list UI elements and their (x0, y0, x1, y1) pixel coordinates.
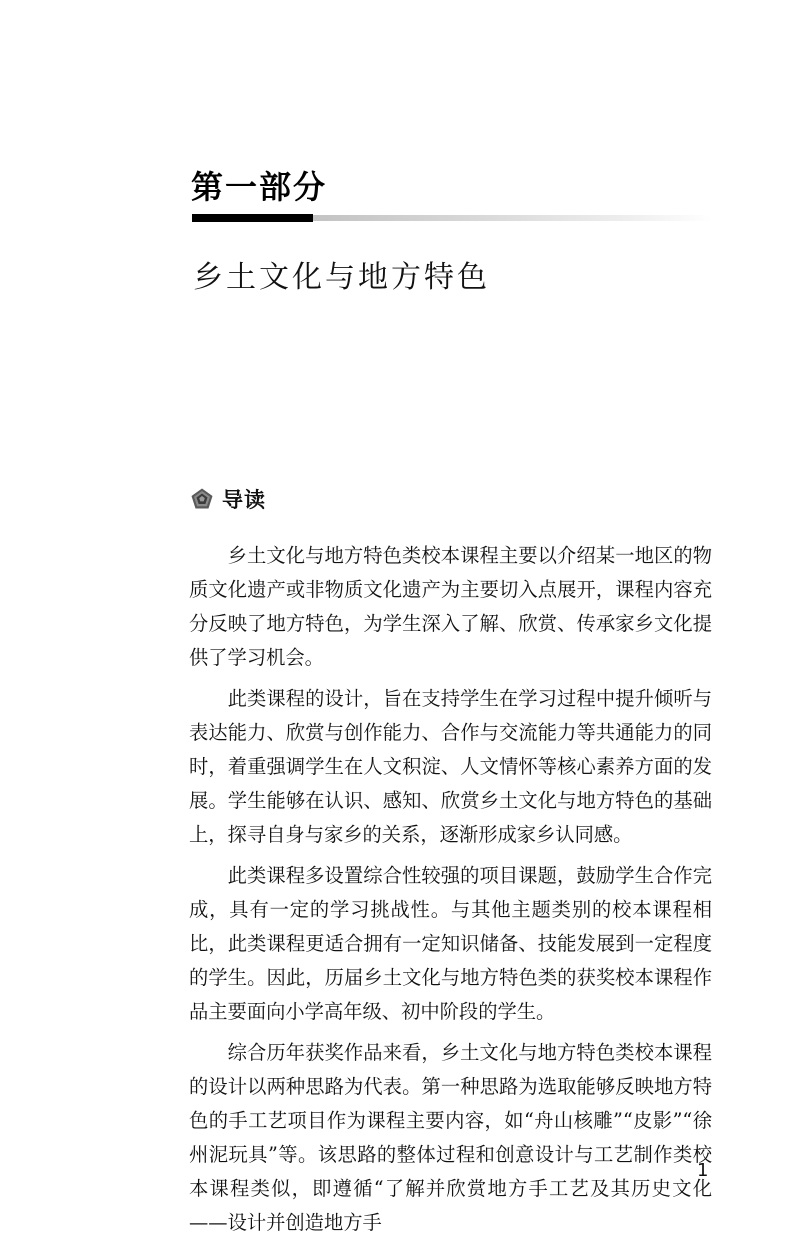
section-title: 乡土文化与地方特色 (193, 260, 490, 295)
title-rule (192, 214, 712, 222)
intro-heading (190, 482, 266, 516)
paragraph: 此类课程的设计，旨在支持学生在学习过程中提升倾听与表达能力、欣赏与创作能力、合作与交流能力等共通能力的同时，着重强调学生在人文积淀、人文情怀等核心素养方面的发展。学生能够在认识、感知、欣赏乡土文化与地方特色的基础上，探寻自身与家乡的关系，逐渐形成家乡认同感。 (189, 687, 712, 846)
title-rule-solid (192, 214, 313, 222)
paragraph: 此类课程多设置综合性较强的项目课题，鼓励学生合作完成，具有一定的学习挑战性。与其他主题类别的校本课程相比，此类课程更适合拥有一定知识储备、技能发展到一定程度的学生。因此，历届乡土文化与地方特色类的获奖校本课程作品主要面向小学高年级、初中阶段的学生。 (189, 864, 712, 1023)
body-text (189, 539, 712, 1247)
page-number: 1 (697, 1160, 709, 1181)
paragraph: 综合历年获奖作品来看，乡土文化与地方特色类校本课程的设计以两种思路为代表。第一种思路为选取能够反映地方特色的手工艺项目作为课程主要内容，如“舟山核雕”“皮影”“徐州泥玩具”等。该思路的整体过程和创意设计与工艺制作类校本课程类似，即遵循“了解并欣赏地方手工艺及其历史文化——设计并创造地方手 (189, 1041, 712, 1234)
intro-label: 导读 (222, 488, 266, 512)
part-title: 第一部分 (191, 168, 328, 206)
pentagon-badge-icon (190, 487, 214, 511)
paragraph: 乡土文化与地方特色类校本课程主要以介绍某一地区的物质文化遗产或非物质文化遗产为主要切入点展开，课程内容充分反映了地方特色，为学生深入了解、欣赏、传承家乡文化提供了学习机会。 (189, 544, 712, 669)
title-rule-fade (313, 215, 712, 221)
